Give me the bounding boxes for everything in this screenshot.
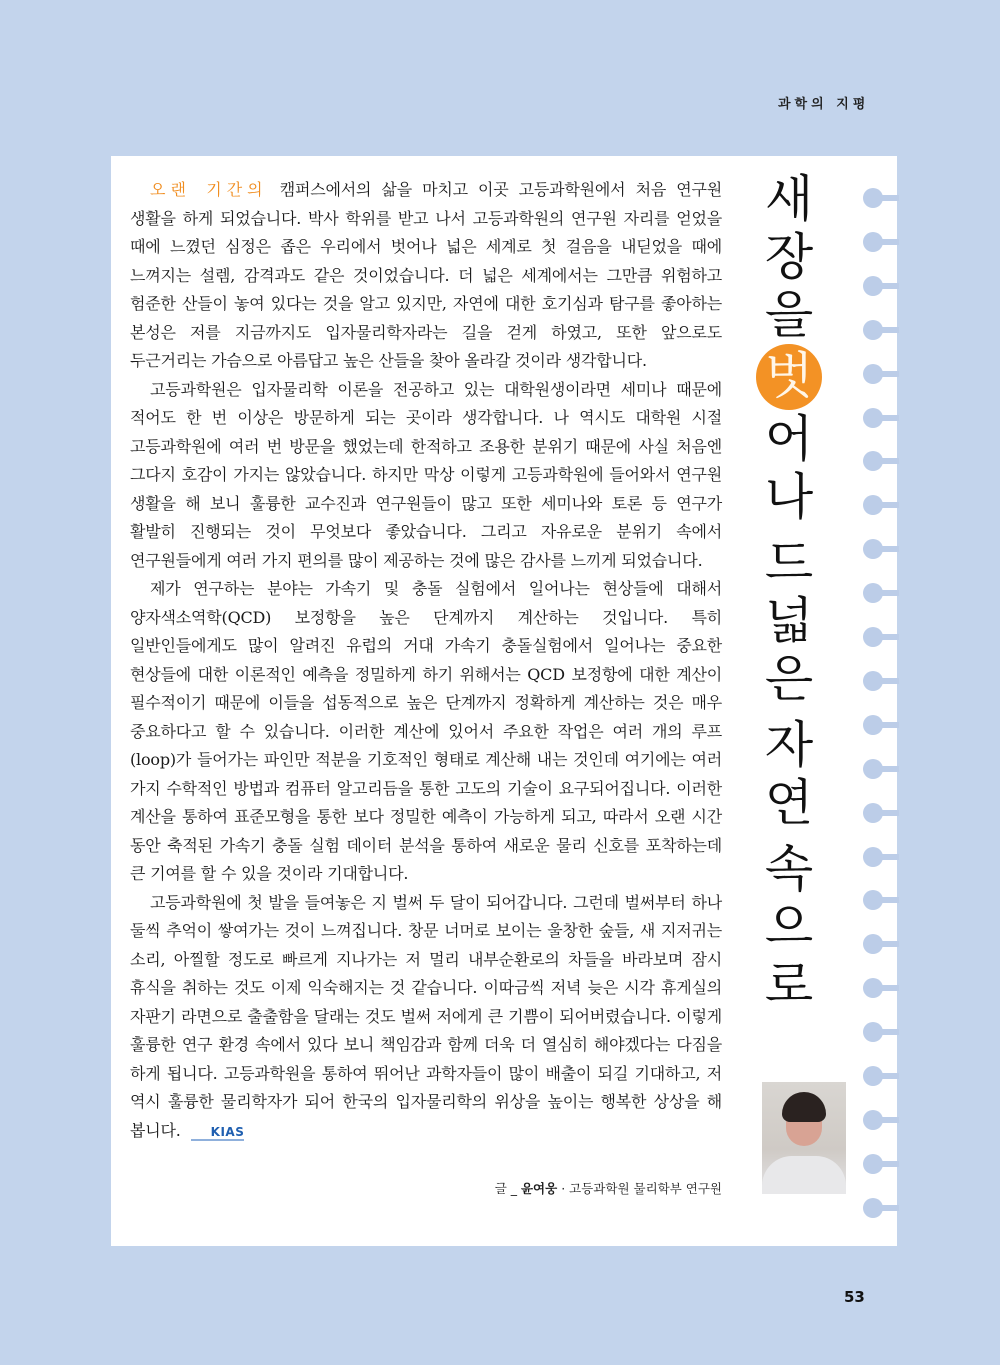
title-char: 속 — [764, 840, 814, 898]
binder-ring-icon — [863, 451, 903, 471]
title-char: 새 — [764, 170, 814, 228]
binder-ring-icon — [863, 539, 903, 559]
title-char: 어 — [764, 410, 814, 468]
binder-ring-icon — [863, 1110, 903, 1130]
byline — [495, 1179, 722, 1197]
binder-ring-icon — [863, 232, 903, 252]
binder-ring-icon — [863, 276, 903, 296]
byline-affiliation: · 고등과학원 물리학부 연구원 — [557, 1181, 722, 1196]
title-highlight-char: 벗 — [756, 344, 822, 410]
byline-author: 윤여웅 — [520, 1181, 558, 1196]
binder-ring-icon — [863, 890, 903, 910]
page-number: 53 — [844, 1288, 865, 1306]
title-char: 은 — [764, 650, 814, 708]
section-label: 과학의 지평 — [778, 97, 870, 112]
paragraph-4-text: 고등과학원에 첫 발을 들여놓은 지 벌써 두 달이 되어갑니다. 그런데 벌써부터 하나 둘씩 추억이 쌓여가는 것이 느껴집니다. 창문 너머로 보이는 울창한 숲들, 새 지저귀는 소리, 아찔할 정도로 빠르게 지나가는 저 멀리 내부순환로의 차들을 바라보며 잠시 휴식을 취하는 것도 이제 익숙해지는 것 같습니다. 이따금씩 저녁 늦은 시각 휴게실의 자판기 라면으로 출출함을 달래는 것도 벌써 저에게 큰 기쁨이 되어버렸습니다. 이렇게 훌륭한 연구 환경 속에서 있다 보니 책임감과 함께 더욱 더 열심히 해야겠다는 다짐을 하게 됩니다. 고등과학원을 통하여 뛰어난 과학자들이 많이 배출이 되길 기대하고, 저 역시 훌륭한 물리학자가 되어 한국의 입자물리학의 위상을 높이는 행복한 상상을 해 봅니다. — [130, 892, 722, 1140]
binder-ring-icon — [863, 759, 903, 779]
binder-ring-icon — [863, 934, 903, 954]
binder-ring-icon — [863, 408, 903, 428]
binder-ring-icon — [863, 583, 903, 603]
title-char: 장 — [764, 228, 814, 286]
title-char: 드 — [764, 534, 814, 592]
binder-ring-icon — [863, 495, 903, 515]
title-char: 넓 — [764, 592, 814, 650]
paragraph-2: 고등과학원은 입자물리학 이론을 전공하고 있는 대학원생이라면 세미나 때문에 적어도 한 번 이상은 방문하게 되는 곳이라 생각합니다. 나 역시도 대학원 시절 고등과학원에 여러 번 방문을 했었는데 한적하고 조용한 분위기 때문에 사실 처음엔 그다지 호감이 가지는 않았습니다. 하지만 막상 이렇게 고등과학원에 들어와서 연구원 생활을 해 보니 훌륭한 교수진과 연구원들이 많고 또한 세미나와 토론 등 연구가 활발히 진행되는 것이 무엇보다 좋았습니다. 그리고 자유로운 분위기 속에서 연구원들에게 여러 가지 편의를 많이 제공하는 것에 많은 감사를 느끼게 되었습니다. — [130, 379, 722, 570]
paragraph-1 — [130, 176, 722, 376]
binder-ring-icon — [863, 1198, 903, 1218]
binder-ring-icon — [863, 364, 903, 384]
binder-ring-icon — [863, 1066, 903, 1086]
title-char: 연 — [764, 774, 814, 832]
article-body — [130, 176, 722, 1145]
title-char: 으 — [764, 898, 814, 956]
byline-prefix: 글 _ — [494, 1181, 521, 1196]
paragraph-3: 제가 연구하는 분야는 가속기 및 충돌 실험에서 일어나는 현상들에 대해서 양자색소역학(QCD) 보정항을 높은 단계까지 계산하는 것입니다. 특히 일반인들에게도 많이 알려진 유럽의 거대 가속기 충돌실험에서 일어나는 중요한 현상들에 대한 이론적인 예측을 정밀하게 하기 위해서는 QCD 보정항에 대한 계산이 필수적이기 때문에 이들을 섭동적으로 높은 단계까지 정확하게 계산하는 것은 매우 중요하다고 할 수 있습니다. 이러한 계산에 있어서 주요한 작업은 여러 개의 루프(loop)가 들어가는 파인만 적분을 기호적인 형태로 계산해 내는 것인데 여기에는 여러 가지 수학적인 방법과 컴퓨터 알고리듬을 통한 고도의 기술이 요구되어집니다. 이러한 계산을 통하여 표준모형을 통한 보다 정밀한 예측이 가능하게 되고, 따라서 오랜 시간 동안 축적된 가속기 충돌 실험 데이터 분석을 통하여 새로운 물리 신호를 포착하는데 큰 기여를 할 수 있을 것이라 기대합니다. — [130, 579, 722, 883]
binder-ring-icon — [863, 847, 903, 867]
title-char: 로 — [764, 956, 814, 1014]
binder-ring-icon — [863, 715, 903, 735]
paragraph-1-text: 캠퍼스에서의 삶을 마치고 이곳 고등과학원에서 처음 연구원 생활을 하게 되었습니다. 박사 학위를 받고 나서 고등과학원의 연구원 자리를 얻었을 때에 느꼈던 심정은 좁은 우리에서 벗어나 넓은 세계로 첫 걸음을 내딛었을 때에 느껴지는 설렘, 감격과도 같은 것이었습니다. 더 넓은 세계에서는 그만큼 위험하고 험준한 산들이 놓여 있다는 것을 알고 있지만, 자연에 대한 호기심과 탐구를 좋아하는 본성은 저를 지금까지도 입자물리학자라는 길을 걷게 하였고, 또한 앞으로도 두근거리는 가슴으로 아름답고 높은 산들을 찾아 올라갈 것이라 생각합니다. — [130, 180, 722, 370]
binder-ring-icon — [863, 978, 903, 998]
binder-ring-icon — [863, 1022, 903, 1042]
binder-ring-icon — [863, 803, 903, 823]
binder-ring-icon — [863, 1154, 903, 1174]
article-paper — [111, 156, 897, 1246]
lead-words: 오랜 기간의 — [150, 180, 268, 199]
binder-ring-icon — [863, 188, 903, 208]
title-char: 자 — [764, 716, 814, 774]
article-title — [749, 170, 829, 1014]
binder-ring-icon — [863, 627, 903, 647]
title-char: 을 — [764, 286, 814, 344]
kias-logo: KIAS — [191, 1126, 245, 1141]
title-char: 나 — [764, 468, 814, 526]
paragraph-4 — [130, 889, 722, 1146]
binder-ring-icon — [863, 671, 903, 691]
binder-ring-icon — [863, 320, 903, 340]
author-photo — [762, 1082, 846, 1194]
